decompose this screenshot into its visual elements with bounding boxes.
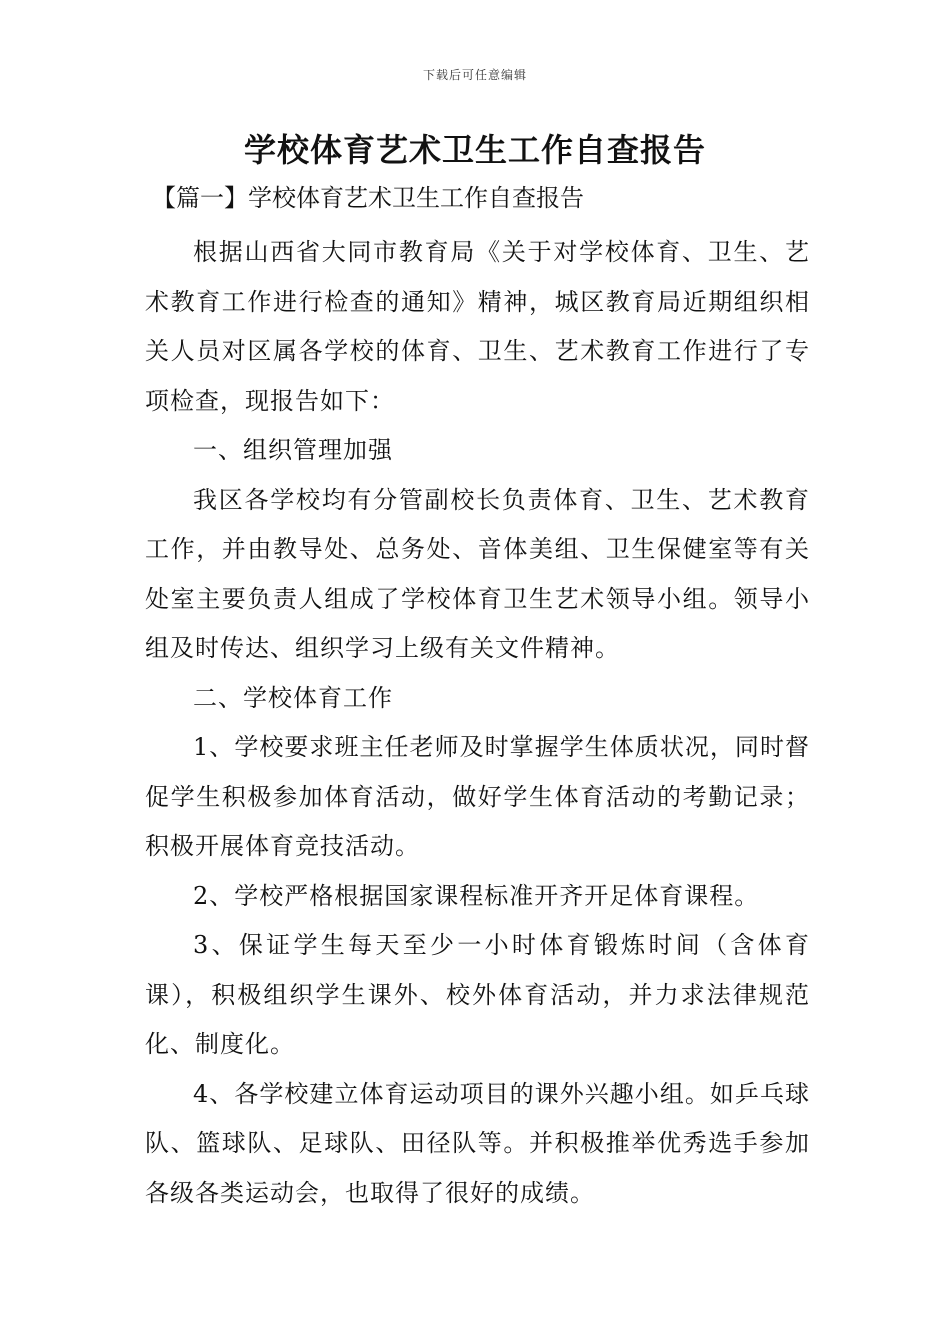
- paragraph-sports-2: 2、学校严格根据国家课程标准开齐开足体育课程。: [193, 881, 760, 910]
- subheading-sports: 二、学校体育工作: [193, 683, 393, 712]
- paragraph-sports-3: 3、保证学生每天至少一小时体育锻炼时间（含体育课），积极组织学生课外、校外体育活动，并力求法律规范化、制度化。: [145, 931, 810, 1058]
- subheading-organization: 一、组织管理加强: [193, 436, 393, 464]
- document-title: 学校体育艺术卫生工作自查报告: [243, 131, 706, 169]
- header-note: 下载后可任意编辑: [422, 68, 527, 82]
- paragraph-sports-4: 4、各学校建立体育运动项目的课外兴趣小组。如乒乓球队、篮球队、足球队、田径队等。并积极推举优秀选手参加各级各类运动会，也取得了很好的成绩。: [145, 1079, 810, 1207]
- document-body: [145, 228, 810, 1218]
- paragraph-sports-1: 1、学校要求班主任老师及时掌握学生体质状况，同时督促学生积极参加体育活动，做好学生体育活动的考勤记录；积极开展体育竞技活动。: [145, 733, 810, 860]
- paragraph-intro: 根据山西省大同市教育局《关于对学校体育、卫生、艺术教育工作进行检查的通知》精神，城区教育局近期组织相关人员对区属各学校的体育、卫生、艺术教育工作进行了专项检查，现报告如下：: [145, 238, 810, 415]
- paragraph-organization: 我区各学校均有分管副校长负责体育、卫生、艺术教育工作，并由教导处、总务处、音体美组、卫生保健室等有关处室主要负责人组成了学校体育卫生艺术领导小组。领导小组及时传达、组织学习上级有关文件精神。: [145, 485, 810, 662]
- section-heading: 【篇一】学校体育艺术卫生工作自查报告: [152, 184, 584, 212]
